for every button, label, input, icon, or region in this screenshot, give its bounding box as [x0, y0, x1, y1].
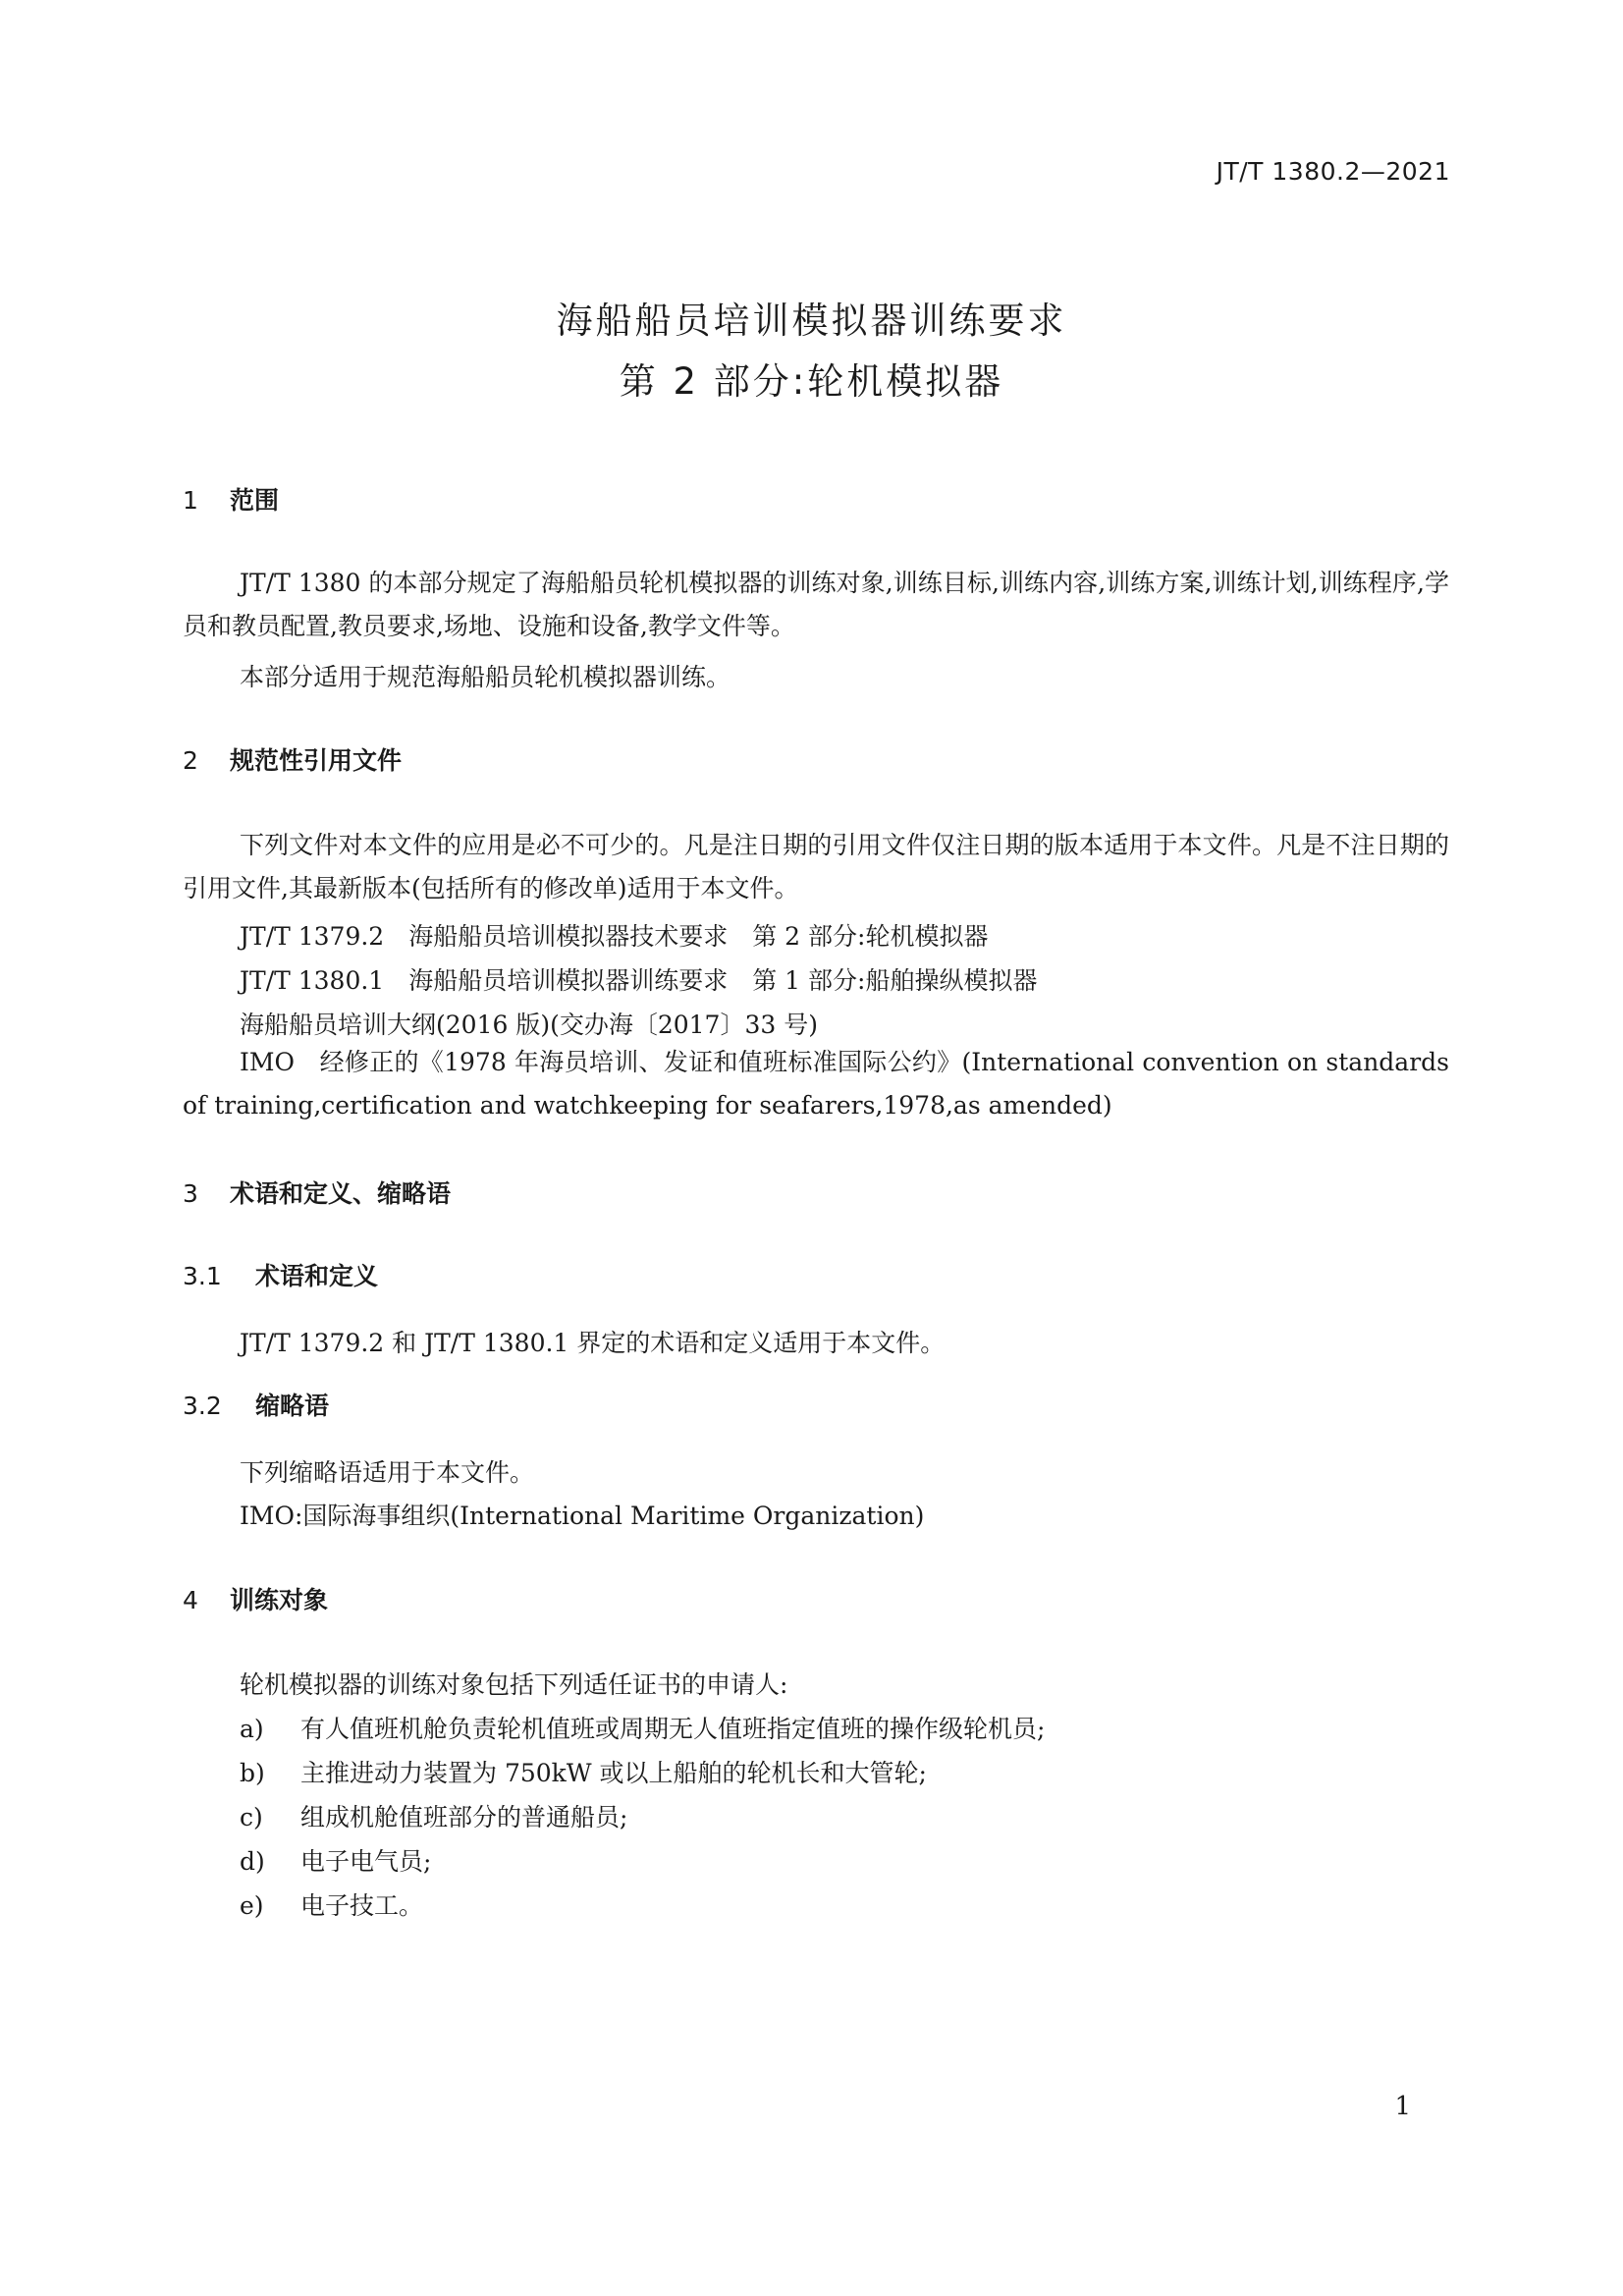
- list-item-label: a): [240, 1715, 264, 1743]
- section-3-1-heading: [183, 1257, 378, 1292]
- section-title: 训练对象: [230, 1586, 329, 1614]
- list-item: [240, 1798, 627, 1833]
- reference-3: 海船船员培训大纲(2016 版)(交办海〔2017〕33 号): [240, 1011, 818, 1039]
- section-2-paragraph-1: 下列文件对本文件的应用是必不可少的。凡是注日期的引用文件仅注日期的版本适用于本文件。凡是不注日期的引用文件,其最新版本(包括所有的修改单)适用于本文件。: [183, 831, 1449, 902]
- list-item-label: d): [240, 1847, 265, 1876]
- section-number: 3.2: [183, 1392, 222, 1420]
- section-title: 术语和定义、缩略语: [230, 1179, 452, 1208]
- list-item-label: e): [240, 1891, 264, 1920]
- section-number: 2: [183, 746, 198, 775]
- section-3-2-paragraph-2: IMO:国际海事组织(International Maritime Organization): [240, 1502, 925, 1530]
- reference-1: JT/T 1379.2 海船船员培训模拟器技术要求 第 2 部分:轮机模拟器: [240, 922, 989, 951]
- document-title: 海船船员培训模拟器训练要求: [556, 300, 1067, 342]
- list-item: [240, 1754, 927, 1789]
- list-item-text: 电子电气员;: [300, 1847, 432, 1876]
- reference-4: IMO 经修正的《1978 年海员培训、发证和值班标准国际公约》(International convention on standards of training,certification and watchkeeping for seafarers,1978,as amended): [183, 1048, 1449, 1120]
- list-item: [240, 1842, 431, 1878]
- list-item-text: 主推进动力装置为 750kW 或以上船舶的轮机长和大管轮;: [300, 1759, 927, 1787]
- list-item: [240, 1886, 423, 1922]
- section-title: 缩略语: [255, 1392, 330, 1420]
- section-2-heading: [183, 741, 402, 777]
- section-1-paragraph-2: 本部分适用于规范海船船员轮机模拟器训练。: [240, 663, 731, 691]
- section-number: 1: [183, 486, 198, 515]
- section-4-intro: 轮机模拟器的训练对象包括下列适任证书的申请人:: [240, 1670, 788, 1699]
- section-3-heading: [183, 1175, 451, 1210]
- section-1-heading: [183, 481, 279, 517]
- section-title: 规范性引用文件: [230, 746, 403, 775]
- standard-code: JT/T 1380.2—2021: [1216, 157, 1450, 186]
- section-3-2-heading: [183, 1387, 329, 1422]
- reference-2: JT/T 1380.1 海船船员培训模拟器训练要求 第 1 部分:船舶操纵模拟器: [240, 966, 1038, 995]
- section-4-heading: [183, 1581, 328, 1616]
- section-number: 4: [183, 1586, 198, 1614]
- list-item-label: b): [240, 1759, 265, 1787]
- list-item-text: 组成机舱值班部分的普通船员;: [300, 1803, 628, 1831]
- section-3-1-paragraph: JT/T 1379.2 和 JT/T 1380.1 界定的术语和定义适用于本文件。: [240, 1329, 946, 1357]
- section-3-2-paragraph-1: 下列缩略语适用于本文件。: [240, 1458, 535, 1487]
- document-subtitle: 第 2 部分:轮机模拟器: [619, 360, 1004, 403]
- section-title: 术语和定义: [255, 1262, 379, 1290]
- list-item-text: 电子技工。: [300, 1891, 424, 1920]
- section-1-paragraph-1: JT/T 1380 的本部分规定了海船船员轮机模拟器的训练对象,训练目标,训练内容,训练方案,训练计划,训练程序,学员和教员配置,教员要求,场地、设施和设备,教学文件等。: [183, 569, 1449, 640]
- list-item-label: c): [240, 1803, 263, 1831]
- page-number: 1: [1394, 2092, 1411, 2121]
- section-number: 3.1: [183, 1262, 222, 1290]
- list-item-text: 有人值班机舱负责轮机值班或周期无人值班指定值班的操作级轮机员;: [300, 1715, 1046, 1743]
- list-item: [240, 1710, 1045, 1745]
- section-title: 范围: [230, 486, 280, 515]
- section-number: 3: [183, 1179, 198, 1208]
